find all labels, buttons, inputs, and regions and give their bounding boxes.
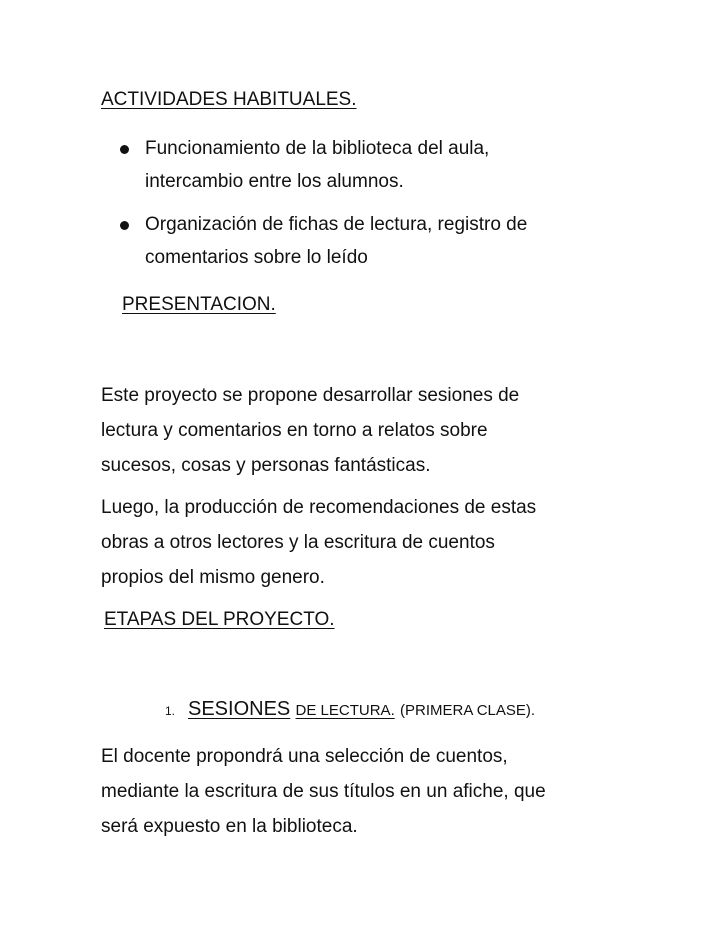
paragraph-line: El docente propondrá una selección de cuentos,	[101, 746, 508, 767]
paragraph-line: será expuesto en la biblioteca.	[101, 816, 358, 837]
list-item-line: comentarios sobre lo leído	[145, 247, 368, 268]
heading-etapas-del-proyecto: ETAPAS DEL PROYECTO.	[104, 609, 335, 630]
heading-actividades-habituales: ACTIVIDADES HABITUALES.	[101, 89, 357, 110]
list-item-line: Organización de fichas de lectura, registro de	[145, 214, 528, 235]
paragraph-line: obras a otros lectores y la escritura de cuentos	[101, 532, 495, 553]
paragraph-line: Este proyecto se propone desarrollar sesiones de	[101, 385, 520, 406]
bullet-icon	[120, 221, 129, 230]
step-title	[188, 697, 535, 723]
paragraph-line: mediante la escritura de sus títulos en un afiche, que	[101, 781, 546, 802]
paragraph-line: sucesos, cosas y personas fantásticas.	[101, 455, 431, 476]
list-item-line: intercambio entre los alumnos.	[145, 171, 404, 192]
step-number: 1.	[165, 704, 176, 718]
bullet-icon	[120, 145, 129, 154]
paragraph-line: Luego, la producción de recomendaciones de estas	[101, 497, 537, 518]
step-title-word: DE LECTURA.	[295, 702, 395, 719]
heading-presentacion: PRESENTACION.	[122, 294, 276, 315]
step-title-word: SESIONES	[188, 698, 291, 720]
list-item-line: Funcionamiento de la biblioteca del aula,	[145, 138, 490, 159]
step-note: (PRIMERA CLASE).	[400, 702, 536, 719]
paragraph-line: propios del mismo genero.	[101, 567, 325, 588]
paragraph-line: lectura y comentarios en torno a relatos sobre	[101, 420, 488, 441]
